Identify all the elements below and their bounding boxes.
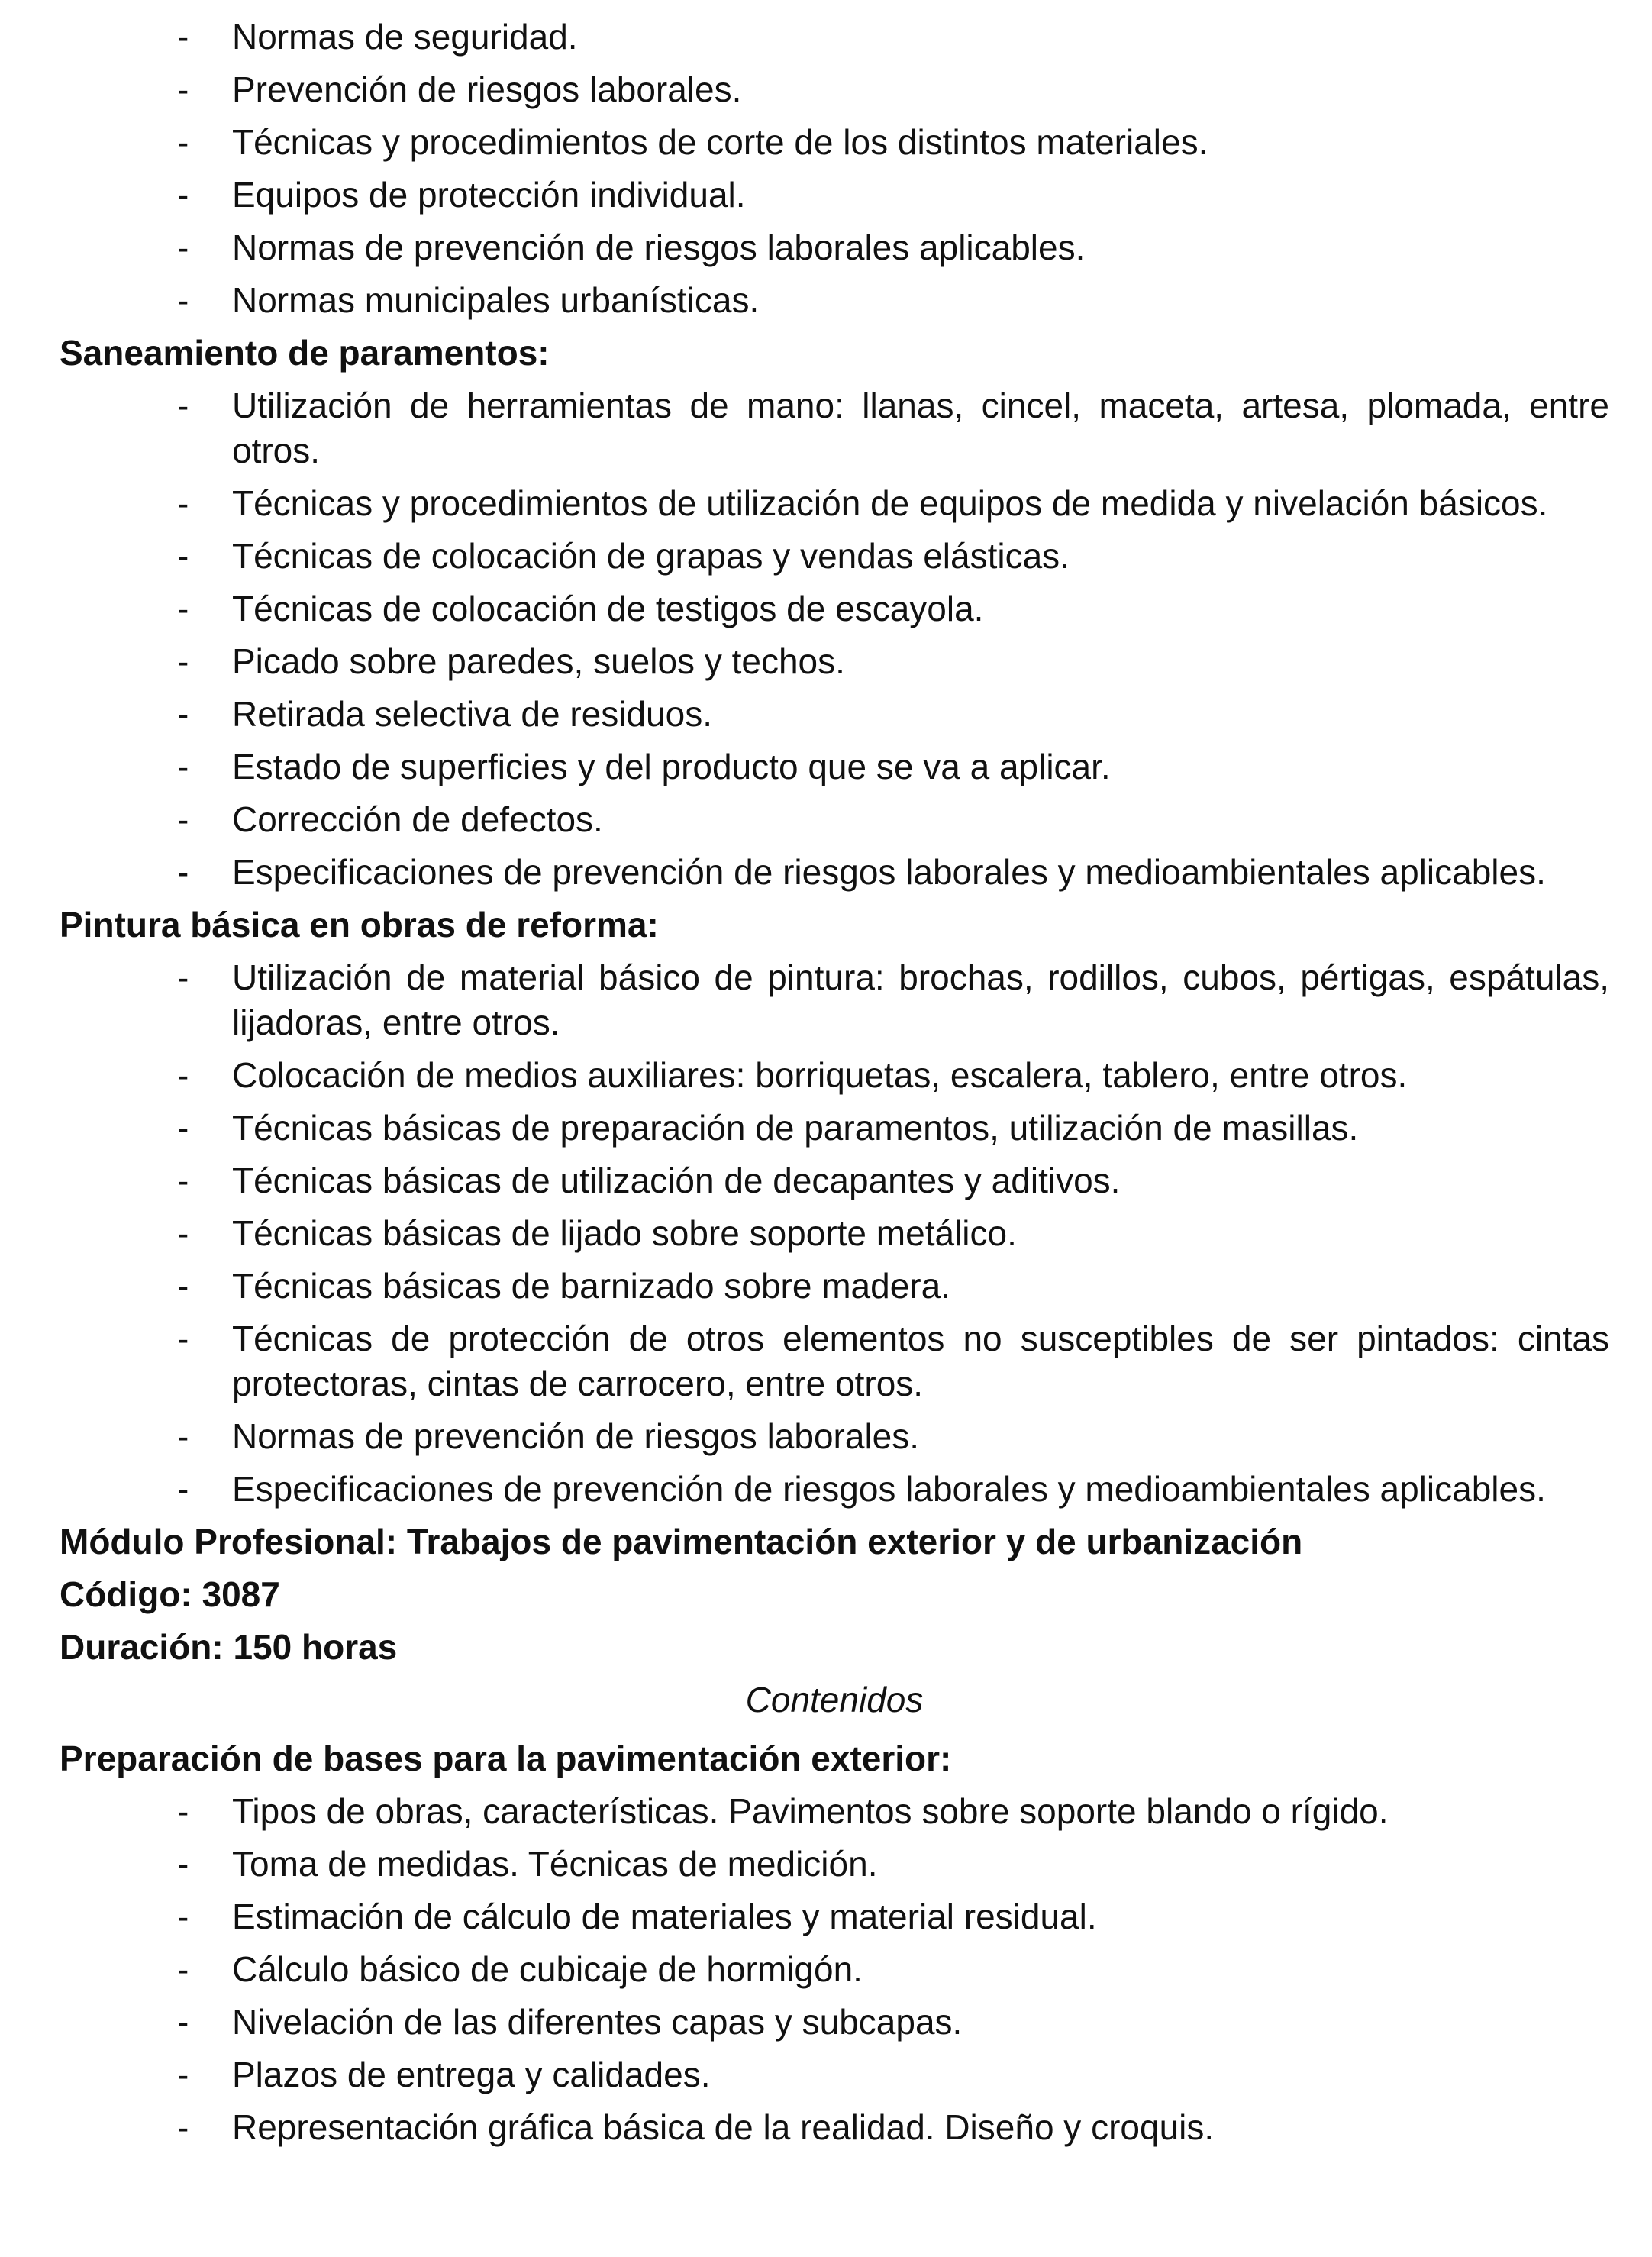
module-code: Código: 3087 [60, 1574, 280, 1614]
module-title: Módulo Profesional: Trabajos de pavimentación exterior y de urbanización [60, 1522, 1303, 1561]
dash-bullet: - [177, 1161, 189, 1200]
list-item: - Técnicas de protección de otros elementos no susceptibles de ser pintados: cintas protectoras, cintas de carrocero, entre otros. [60, 1313, 1609, 1410]
dash-bullet: - [177, 852, 189, 892]
dash-bullet: - [177, 1949, 189, 1989]
section-heading-saneamiento: Saneamiento de paramentos: [60, 333, 550, 373]
dash-bullet: - [177, 2055, 189, 2094]
dash-bullet: - [177, 386, 189, 425]
list-item: - Especificaciones de prevención de riesgos laborales y medioambientales aplicables. [60, 1463, 1609, 1516]
section-heading-preparacion: Preparación de bases para la pavimentación exterior: [60, 1739, 952, 1778]
dash-bullet: - [177, 69, 189, 109]
dash-bullet: - [177, 1844, 189, 1884]
dash-bullet: - [177, 1108, 189, 1148]
list-item: - Técnicas y procedimientos de corte de los distintos materiales. [60, 116, 1609, 169]
contents-subtitle: Contenidos [745, 1680, 924, 1719]
document-page [60, 11, 1609, 2154]
list-item: - Técnicas básicas de preparación de paramentos, utilización de masillas. [60, 1102, 1609, 1154]
section-heading-pintura: Pintura básica en obras de reforma: [60, 905, 659, 944]
list-item: - Corrección de defectos. [60, 793, 1609, 846]
list-item: - Normas municipales urbanísticas. [60, 274, 1609, 327]
list-item: - Normas de seguridad. [60, 11, 1609, 63]
list-item: - Técnicas de colocación de grapas y vendas elásticas. [60, 530, 1609, 583]
dash-bullet: - [177, 1055, 189, 1095]
list-item: - Estimación de cálculo de materiales y material residual. [60, 1891, 1609, 1943]
list-item: - Representación gráfica básica de la realidad. Diseño y croquis. [60, 2101, 1609, 2154]
dash-bullet: - [177, 1469, 189, 1509]
dash-bullet: - [177, 280, 189, 320]
list-item: - Toma de medidas. Técnicas de medición. [60, 1838, 1609, 1891]
list-item: - Colocación de medios auxiliares: borriquetas, escalera, tablero, entre otros. [60, 1049, 1609, 1102]
dash-bullet: - [177, 1897, 189, 1936]
dash-bullet: - [177, 122, 189, 162]
list-item: - Cálculo básico de cubicaje de hormigón. [60, 1943, 1609, 1996]
dash-bullet: - [177, 228, 189, 267]
dash-bullet: - [177, 1319, 189, 1358]
module-duration: Duración: 150 horas [60, 1627, 398, 1667]
dash-bullet: - [177, 957, 189, 997]
dash-bullet: - [177, 1213, 189, 1253]
pintura-list [60, 951, 1609, 1516]
dash-bullet: - [177, 1416, 189, 1456]
list-item: - Utilización de herramientas de mano: llanas, cincel, maceta, artesa, plomada, entre otros. [60, 379, 1609, 477]
dash-bullet: - [177, 1791, 189, 1831]
dash-bullet: - [177, 747, 189, 786]
dash-bullet: - [177, 2107, 189, 2147]
dash-bullet: - [177, 175, 189, 215]
saneamiento-list [60, 379, 1609, 899]
list-item: - Nivelación de las diferentes capas y subcapas. [60, 1996, 1609, 2049]
list-item: - Normas de prevención de riesgos laborales. [60, 1410, 1609, 1463]
list-item: - Estado de superficies y del producto que se va a aplicar. [60, 741, 1609, 793]
dash-bullet: - [177, 694, 189, 734]
list-item: - Retirada selectiva de residuos. [60, 688, 1609, 741]
list-item: - Equipos de protección individual. [60, 169, 1609, 221]
dash-bullet: - [177, 589, 189, 628]
list-item: - Especificaciones de prevención de riesgos laborales y medioambientales aplicables. [60, 846, 1609, 899]
intro-list [60, 11, 1609, 327]
list-item: - Plazos de entrega y calidades. [60, 2049, 1609, 2101]
list-item: - Utilización de material básico de pintura: brochas, rodillos, cubos, pértigas, espátulas, lijadoras, entre otros. [60, 951, 1609, 1049]
spacer [60, 1726, 1609, 1732]
list-item: - Técnicas básicas de lijado sobre soporte metálico. [60, 1207, 1609, 1260]
dash-bullet: - [177, 483, 189, 523]
dash-bullet: - [177, 17, 189, 57]
list-item: - Picado sobre paredes, suelos y techos. [60, 635, 1609, 688]
list-item: - Tipos de obras, características. Pavimentos sobre soporte blando o rígido. [60, 1785, 1609, 1838]
dash-bullet: - [177, 641, 189, 681]
list-item: - Técnicas básicas de utilización de decapantes y aditivos. [60, 1154, 1609, 1207]
list-item: - Prevención de riesgos laborales. [60, 63, 1609, 116]
list-item: - Técnicas y procedimientos de utilización de equipos de medida y nivelación básicos. [60, 477, 1609, 530]
dash-bullet: - [177, 536, 189, 576]
dash-bullet: - [177, 799, 189, 839]
preparacion-list [60, 1785, 1609, 2154]
dash-bullet: - [177, 1266, 189, 1306]
dash-bullet: - [177, 2002, 189, 2042]
list-item: - Técnicas de colocación de testigos de escayola. [60, 583, 1609, 635]
list-item: - Técnicas básicas de barnizado sobre madera. [60, 1260, 1609, 1313]
list-item: - Normas de prevención de riesgos laborales aplicables. [60, 221, 1609, 274]
